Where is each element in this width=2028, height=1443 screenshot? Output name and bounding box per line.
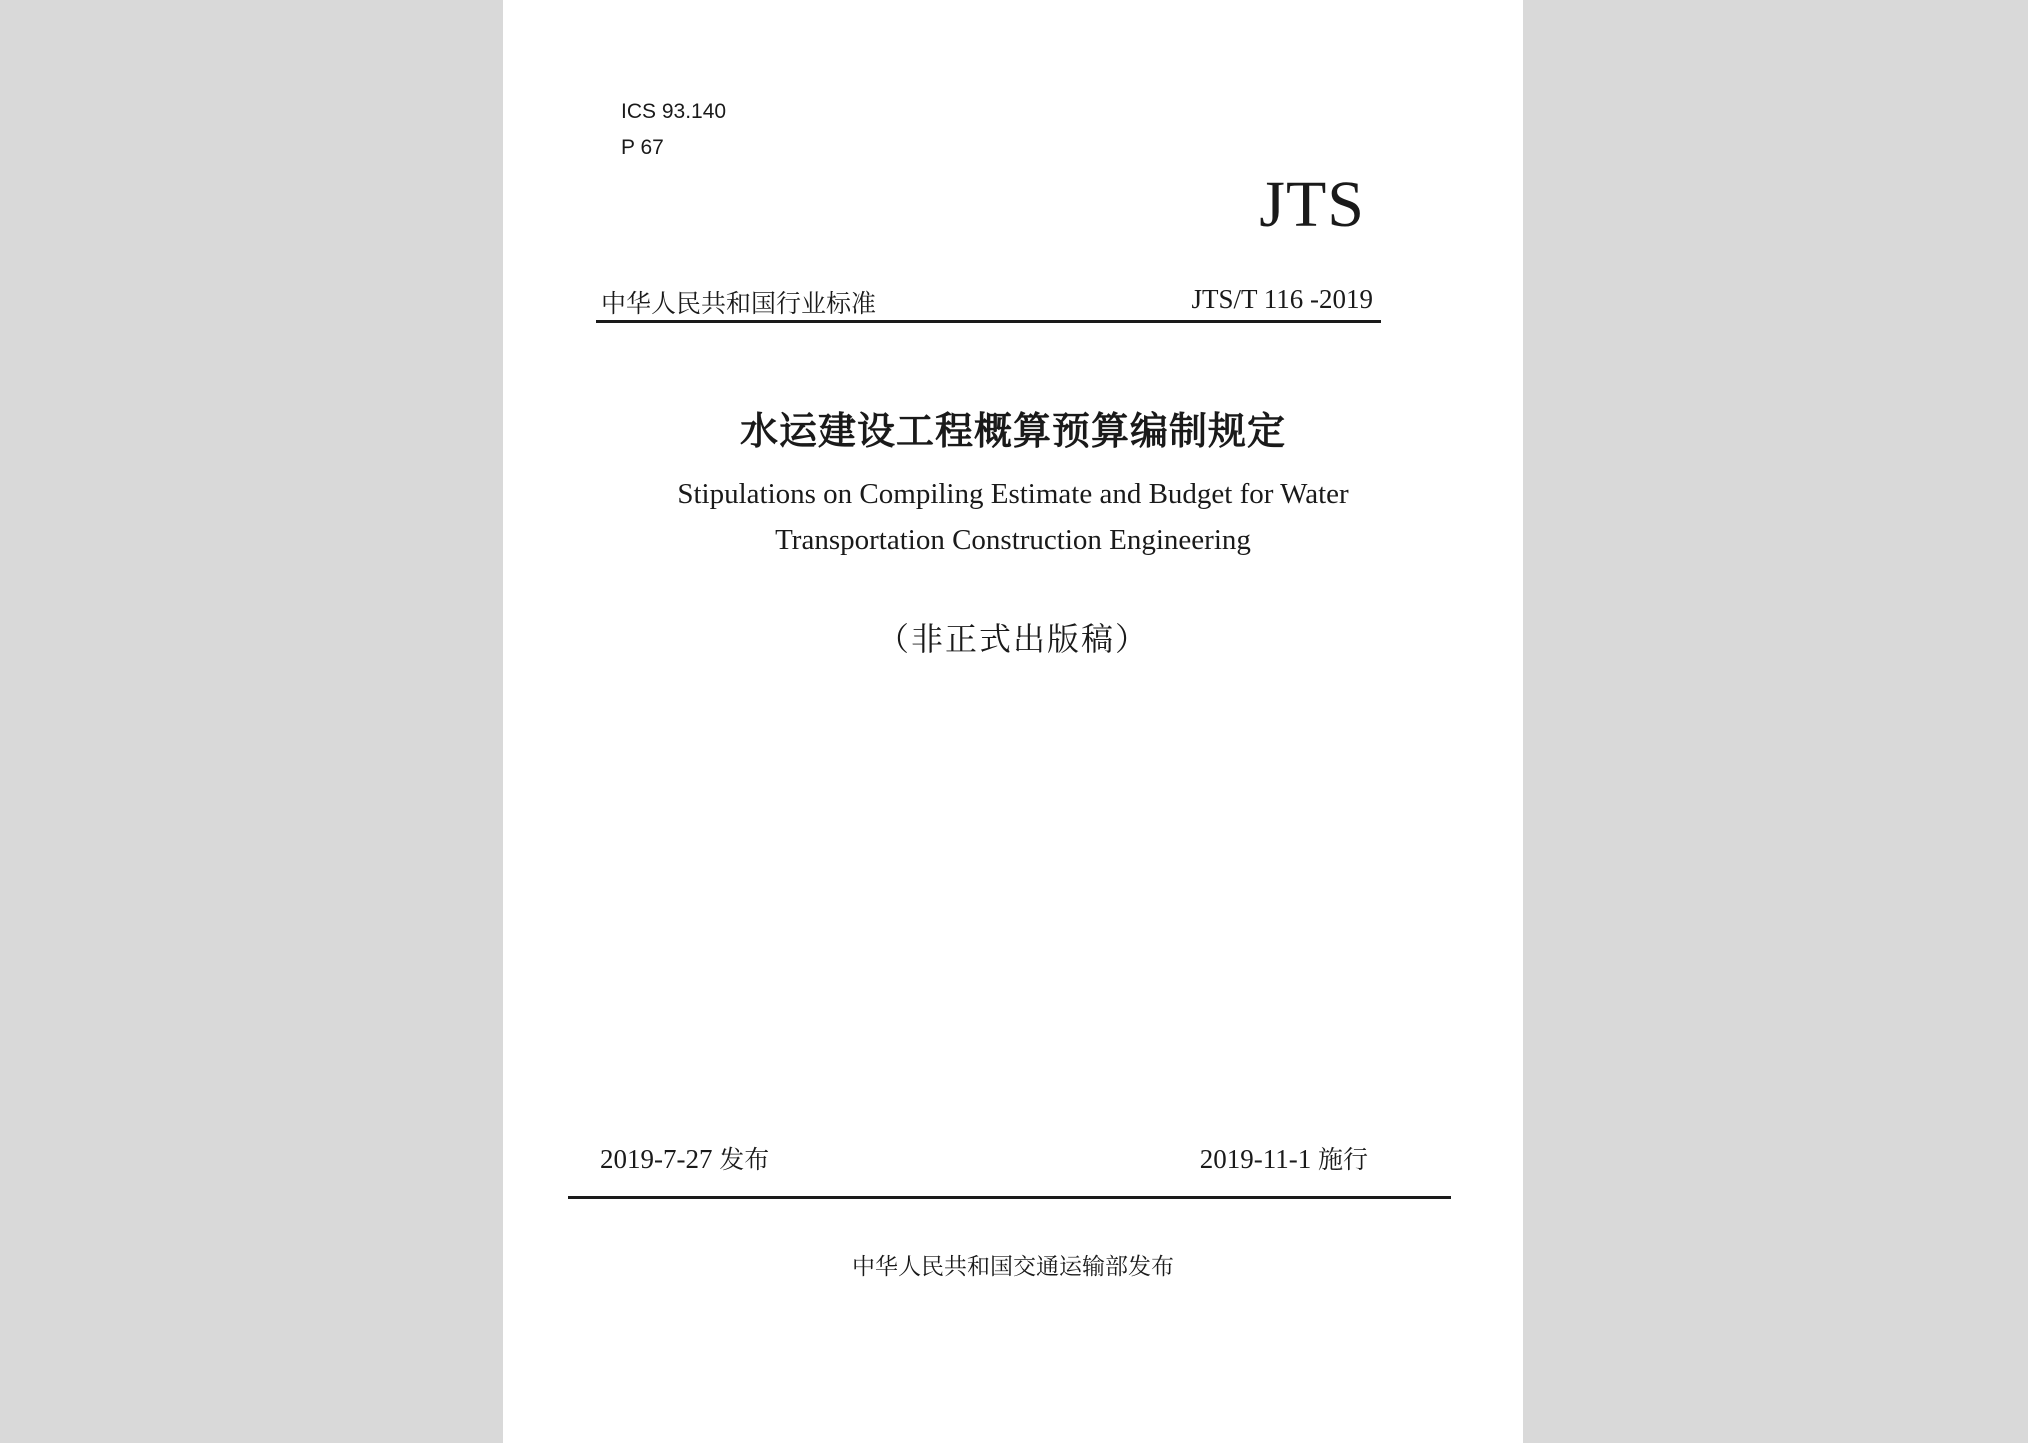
industry-standard-label: 中华人民共和国行业标准 bbox=[601, 289, 877, 318]
effective-date-line bbox=[1200, 1140, 1368, 1176]
effective-label: 施行 bbox=[1317, 1145, 1368, 1174]
classification-code: P 67 bbox=[621, 136, 664, 159]
footer-divider bbox=[568, 1196, 1451, 1199]
header-divider bbox=[596, 320, 1381, 323]
title-english-line-2: Transportation Construction Engineering bbox=[775, 524, 1251, 556]
effective-date: 2019-11-1 bbox=[1199, 1144, 1312, 1174]
standard-number: JTS/T 116 -2019 bbox=[1191, 284, 1373, 314]
issue-date-line bbox=[600, 1140, 769, 1176]
issue-label: 发布 bbox=[719, 1145, 770, 1174]
issue-date: 2019-7-27 bbox=[600, 1144, 713, 1174]
document-page bbox=[503, 0, 1523, 1443]
draft-note: （非正式出版稿） bbox=[876, 620, 1149, 658]
title-chinese: 水运建设工程概算预算编制规定 bbox=[739, 409, 1286, 453]
ics-code: ICS 93.140 bbox=[621, 100, 727, 123]
publisher: 中华人民共和国交通运输部发布 bbox=[852, 1254, 1174, 1280]
title-english-line-1: Stipulations on Compiling Estimate and Budget for Water bbox=[677, 478, 1349, 510]
jts-logo: JTS bbox=[1259, 168, 1365, 241]
